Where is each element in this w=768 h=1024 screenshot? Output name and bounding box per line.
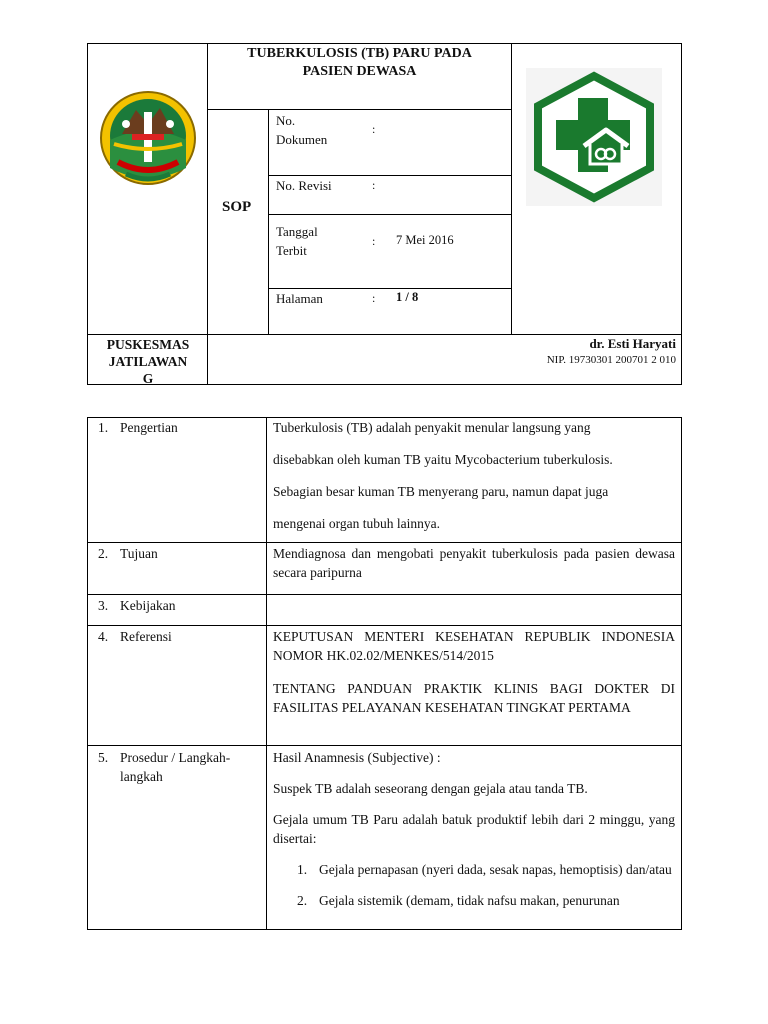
no-dokumen-label: [276, 111, 327, 149]
pengertian-line-2: disebabkan oleh kuman TB yaitu Mycobacterium tuberkulosis.: [273, 452, 613, 467]
halaman-value: 1 / 8: [396, 290, 419, 304]
referensi-paragraph-1: KEPUTUSAN MENTERI KESEHATAN REPUBLIK INDONESIA NOMOR HK.02.02/MENKES/514/2015: [273, 629, 675, 663]
puskesmas-logo-icon: [526, 68, 662, 206]
title-line-2: PASIEN DEWASA: [302, 64, 417, 79]
row-label-text: Kebijakan: [120, 598, 176, 613]
tanggal-colon: :: [372, 234, 376, 248]
row-label-text-2: langkah: [120, 769, 163, 784]
row-label-text: Prosedur / Langkah-: [120, 750, 231, 765]
signer-nip: NIP. 19730301 200701 2 010: [546, 354, 676, 366]
no-revisi-colon: :: [372, 178, 376, 192]
prosedur-heading: Hasil Anamnesis (Subjective) :: [273, 750, 441, 765]
no-dokumen-line-2: Dokumen: [276, 132, 328, 147]
puskesmas-line-2: JATILAWAN: [108, 354, 188, 369]
row-1-label: [98, 418, 178, 437]
pengertian-line-3: Sebagian besar kuman TB menyerang paru, namun dapat juga: [273, 484, 609, 499]
puskesmas-line-3: G: [142, 371, 154, 386]
no-dokumen-line-1: No.: [276, 113, 296, 128]
sop-label: SOP: [222, 199, 252, 215]
row-4-label: [98, 627, 172, 646]
tanggal-terbit-value: 7 Mei 2016: [396, 233, 454, 247]
signer-name: dr. Esti Haryati: [589, 336, 676, 351]
row-number: 2.: [98, 546, 109, 561]
step-number: 2.: [297, 893, 308, 908]
title-line-1: TUBERKULOSIS (TB) PARU PADA: [247, 46, 472, 61]
step-number: 1.: [297, 862, 308, 877]
halaman-label: Halaman: [276, 291, 323, 306]
row-label-text: Referensi: [120, 629, 172, 644]
tanggal-terbit-label: [276, 222, 318, 260]
prosedur-paragraph-2: Gejala umum TB Paru adalah batuk produktif lebih dari 2 minggu, yang disertai:: [273, 812, 675, 846]
row-2-label: [98, 544, 158, 563]
tanggal-line-2: Terbit: [276, 243, 307, 258]
row-3-label: [98, 596, 175, 615]
regional-emblem-logo: [96, 88, 200, 190]
prosedur-paragraph-1: Suspek TB adalah seseorang dengan gejala atau tanda TB.: [273, 781, 588, 796]
pengertian-line-1: Tuberkulosis (TB) adalah penyakit menular langsung yang: [273, 420, 591, 435]
row-number: 3.: [98, 598, 109, 613]
puskesmas-name: [88, 336, 208, 387]
puskesmas-logo: [526, 68, 662, 206]
row-number: 4.: [98, 629, 109, 644]
row-5-content: [273, 748, 675, 928]
no-revisi-label: No. Revisi: [276, 178, 332, 193]
row-number: 5.: [98, 750, 109, 765]
row-4-content: [273, 627, 675, 717]
row-label-text: Tujuan: [120, 546, 158, 561]
emblem-icon: [96, 88, 200, 190]
list-item: [273, 860, 675, 879]
signer-block: [512, 336, 676, 368]
step-text: Gejala pernapasan (nyeri dada, sesak napas, hemoptisis) dan/atau: [319, 862, 672, 877]
row-5-label: [98, 748, 230, 786]
no-dokumen-colon: :: [372, 122, 376, 136]
row-label-text: Pengertian: [120, 420, 178, 435]
puskesmas-line-1: PUSKESMAS: [106, 337, 190, 352]
prosedur-steps: [273, 860, 675, 910]
step-text: Gejala sistemik (demam, tidak nafsu makan, penurunan: [319, 893, 620, 908]
row-1-content: [273, 418, 675, 533]
pengertian-line-4: mengenai organ tubuh lainnya.: [273, 516, 440, 531]
list-item: [273, 891, 675, 910]
row-number: 1.: [98, 420, 109, 435]
halaman-colon: :: [372, 291, 376, 305]
row-2-content: Mendiagnosa dan mengobati penyakit tuberkulosis pada pasien dewasa secara paripurna: [273, 546, 675, 580]
referensi-paragraph-2: TENTANG PANDUAN PRAKTIK KLINIS BAGI DOKTER DI FASILITAS PELAYANAN KESEHATAN TINGKAT PERTAMA: [273, 681, 675, 715]
tanggal-line-1: Tanggal: [276, 224, 318, 239]
document-title: [208, 45, 511, 81]
